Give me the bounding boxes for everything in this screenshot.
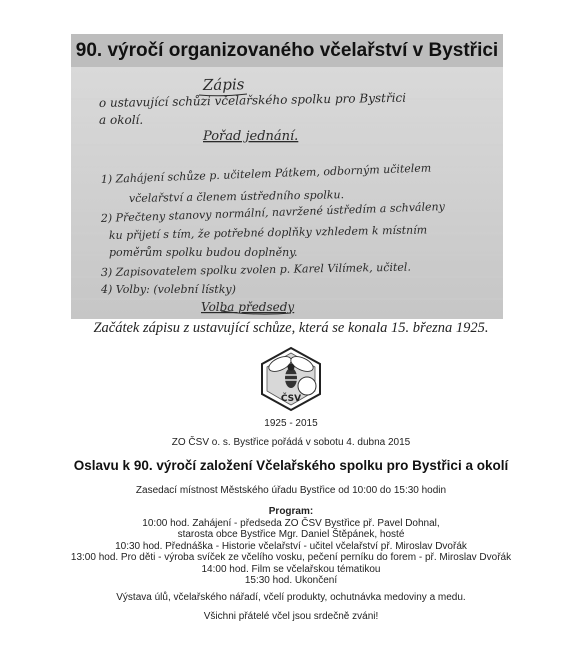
program-line: 15:30 hod. Ukončení bbox=[244, 575, 338, 586]
photo-caption: Začátek zápisu z ustavující schůze, která se konala 15. března 1925. bbox=[93, 320, 489, 336]
program-line: 14:00 hod. Film se včelařskou tématikou bbox=[201, 563, 381, 575]
banner-title: 90. výročí organizovaného včelařství v Bystřici bbox=[71, 34, 503, 67]
csv-logo bbox=[256, 346, 326, 417]
ms-line-11: Volba předsedy bbox=[201, 300, 295, 314]
bee-honeycomb-icon bbox=[256, 346, 326, 412]
welcome-line: Všichni přátelé včel jsou srdečně zváni! bbox=[203, 611, 379, 622]
ms-line-8: poměrům spolku budou doplněny. bbox=[109, 246, 298, 259]
venue-line: Zasedací místnost Městského úřadu Bystřice od 10:00 do 15:30 hodin bbox=[135, 485, 447, 496]
program-line: 10:00 hod. Zahájení - předseda ZO ČSV Bystřice př. Pavel Dohnal, bbox=[142, 517, 440, 529]
organizer-line: ZO ČSV o. s. Bystřice pořádá v sobotu 4. dubna 2015 bbox=[171, 437, 411, 448]
logo-text: ČSV bbox=[280, 394, 302, 404]
program-line: 10:30 hod. Přednáška - Historie včelařství - učitel včelařství př. Miroslav Dvořák bbox=[115, 540, 467, 552]
event-headline: Oslavu k 90. výročí založení Včelařského spolku pro Bystřici a okolí bbox=[73, 458, 509, 473]
ms-line-5: včelařství a členem ústředního spolku. bbox=[128, 188, 345, 205]
ms-line-3: Pořad jednání. bbox=[203, 129, 299, 144]
program-line: 13:00 hod. Pro děti - výroba svíček ze včelího vosku, pečení perníku do forem - př. Miroslav Dvořák bbox=[70, 552, 512, 563]
years-label: 1925 - 2015 bbox=[264, 418, 318, 429]
manuscript-photo bbox=[71, 67, 503, 319]
ms-line-7: ku přijetí s tím, že potřebné doplňky vzhledem k místním bbox=[108, 223, 428, 242]
manuscript-handwriting bbox=[71, 67, 503, 319]
ms-line-2: a okolí. bbox=[99, 113, 144, 127]
ms-line-6: 2) Přečteny stanovy normální, navržené ústředím a schváleny bbox=[100, 199, 446, 225]
ms-line-9: 3) Zapisovatelem spolku zvolen p. Karel Vilímek, učitel. bbox=[100, 260, 412, 279]
ms-line-0: Zápis bbox=[202, 75, 245, 94]
program-line: starosta obce Bystřice Mgr. Daniel Štěpánek, hosté bbox=[177, 529, 405, 540]
program-block bbox=[0, 506, 582, 587]
ms-line-10: 4) Volby: (volební lístky) bbox=[101, 283, 236, 296]
ms-line-1: o ustavující schůzi včelařského spolku pro Bystřici bbox=[98, 90, 407, 110]
ms-line-4: 1) Zahájení schůze p. učitelem Pátkem, odborným učitelem bbox=[100, 161, 432, 186]
exhibition-line: Výstava úlů, včelařského nářadí, včelí produkty, ochutnávka medoviny a medu. bbox=[116, 592, 466, 603]
program-title: Program: bbox=[268, 506, 314, 517]
